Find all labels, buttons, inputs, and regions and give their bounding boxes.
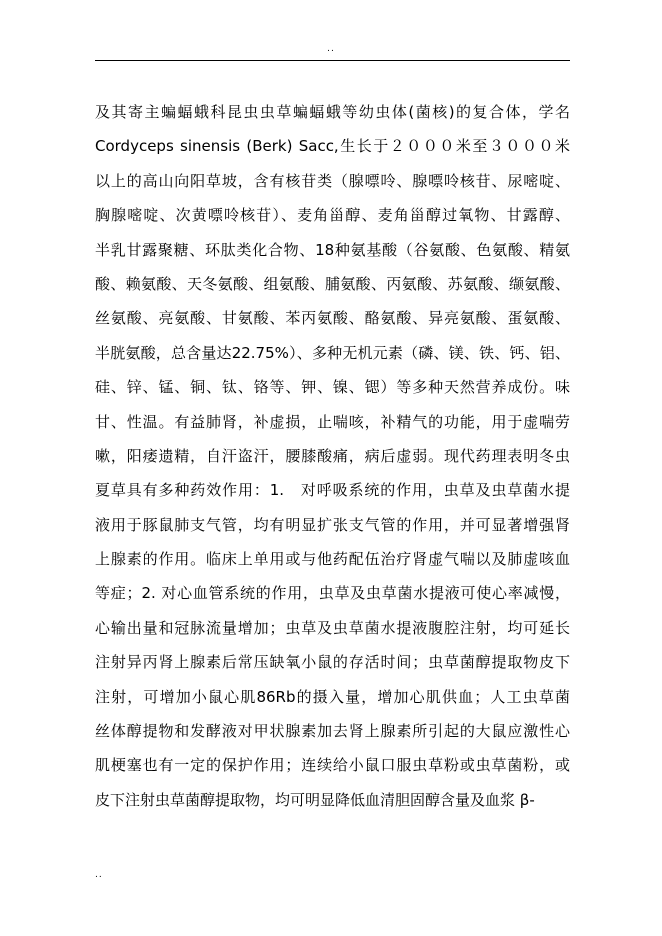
text-line: 丝氨酸、亮氨酸、甘氨酸、苯丙氨酸、酪氨酸、异亮氨酸、蛋氨酸、 (95, 309, 570, 328)
header-divider (95, 60, 570, 61)
text-line: 等症；2. 对心血管系统的作用，虫草及虫草菌水提液可使心率减慢， (95, 584, 570, 603)
text-line: 注射异丙肾上腺素后常压缺氧小鼠的存活时间；虫草菌醇提取物皮下 (95, 653, 570, 672)
text-line: 胸腺嘧啶、次黄嘌呤核苷）、麦角甾醇、麦角甾醇过氧物、甘露醇、 (95, 206, 570, 225)
text-line: Cordyceps sinensis (Berk) Sacc,生长于２０００米至３０００米 (95, 137, 570, 156)
text-line: 半乳甘露聚糖、环肽类化合物、18种氨基酸（谷氨酸、色氨酸、精氨 (95, 240, 570, 259)
text-line: 及其寄主蝙蝠蛾科昆虫虫草蝙蝠蛾等幼虫体(菌核)的复合体，学名 (95, 103, 570, 121)
text-line: 注射，可增加小鼠心肌86Rb的摄入量，增加心肌供血；人工虫草菌 (95, 687, 570, 706)
text-line: 心输出量和冠脉流量增加；虫草及虫草菌水提液腹腔注射，均可延长 (95, 618, 570, 637)
text-line: 夏草具有多种药效作用：1. 对呼吸系统的作用，虫草及虫草菌水提 (95, 481, 570, 500)
text-line: 皮下注射虫草菌醇提取物，均可明显降低血清胆固醇含量及血浆 β- (95, 790, 535, 809)
text-line: 酸、赖氨酸、天冬氨酸、组氨酸、脯氨酸、丙氨酸、苏氨酸、缬氨酸、 (95, 274, 570, 293)
text-line: 甘、性温。有益肺肾，补虚损，止喘咳，补精气的功能，用于虚喘劳 (95, 412, 570, 431)
text-line: 嗽，阳痿遗精，自汗盗汗，腰膝酸痛，病后虚弱。现代药理表明冬虫 (95, 446, 570, 465)
document-body (95, 95, 570, 817)
text-line: 肌梗塞也有一定的保护作用；连续给小鼠口服虫草粉或虫草菌粉，或 (95, 756, 570, 775)
page-header-mark: .. (327, 44, 335, 54)
text-line: 硅、锌、锰、铜、钛、铬等、钾、镍、锶）等多种天然营养成份。味 (95, 378, 570, 397)
text-line: 半胱氨酸，总含量达22.75%）、多种无机元素（磷、镁、铁、钙、铝、 (95, 343, 570, 362)
text-line: 液用于豚鼠肺支气管，均有明显扩张支气管的作用，并可显著增强肾 (95, 515, 570, 534)
page-footer-mark: .. (95, 870, 103, 880)
text-line: 丝体醇提物和发酵液对甲状腺素加去肾上腺素所引起的大鼠应激性心 (95, 722, 570, 741)
text-line: 上腺素的作用。临床上单用或与他药配伍治疗肾虚气喘以及肺虚咳血 (95, 550, 570, 569)
text-line: 以上的高山向阳草坡，含有核苷类（腺嘌呤、腺嘌呤核苷、尿嘧啶、 (95, 171, 570, 190)
